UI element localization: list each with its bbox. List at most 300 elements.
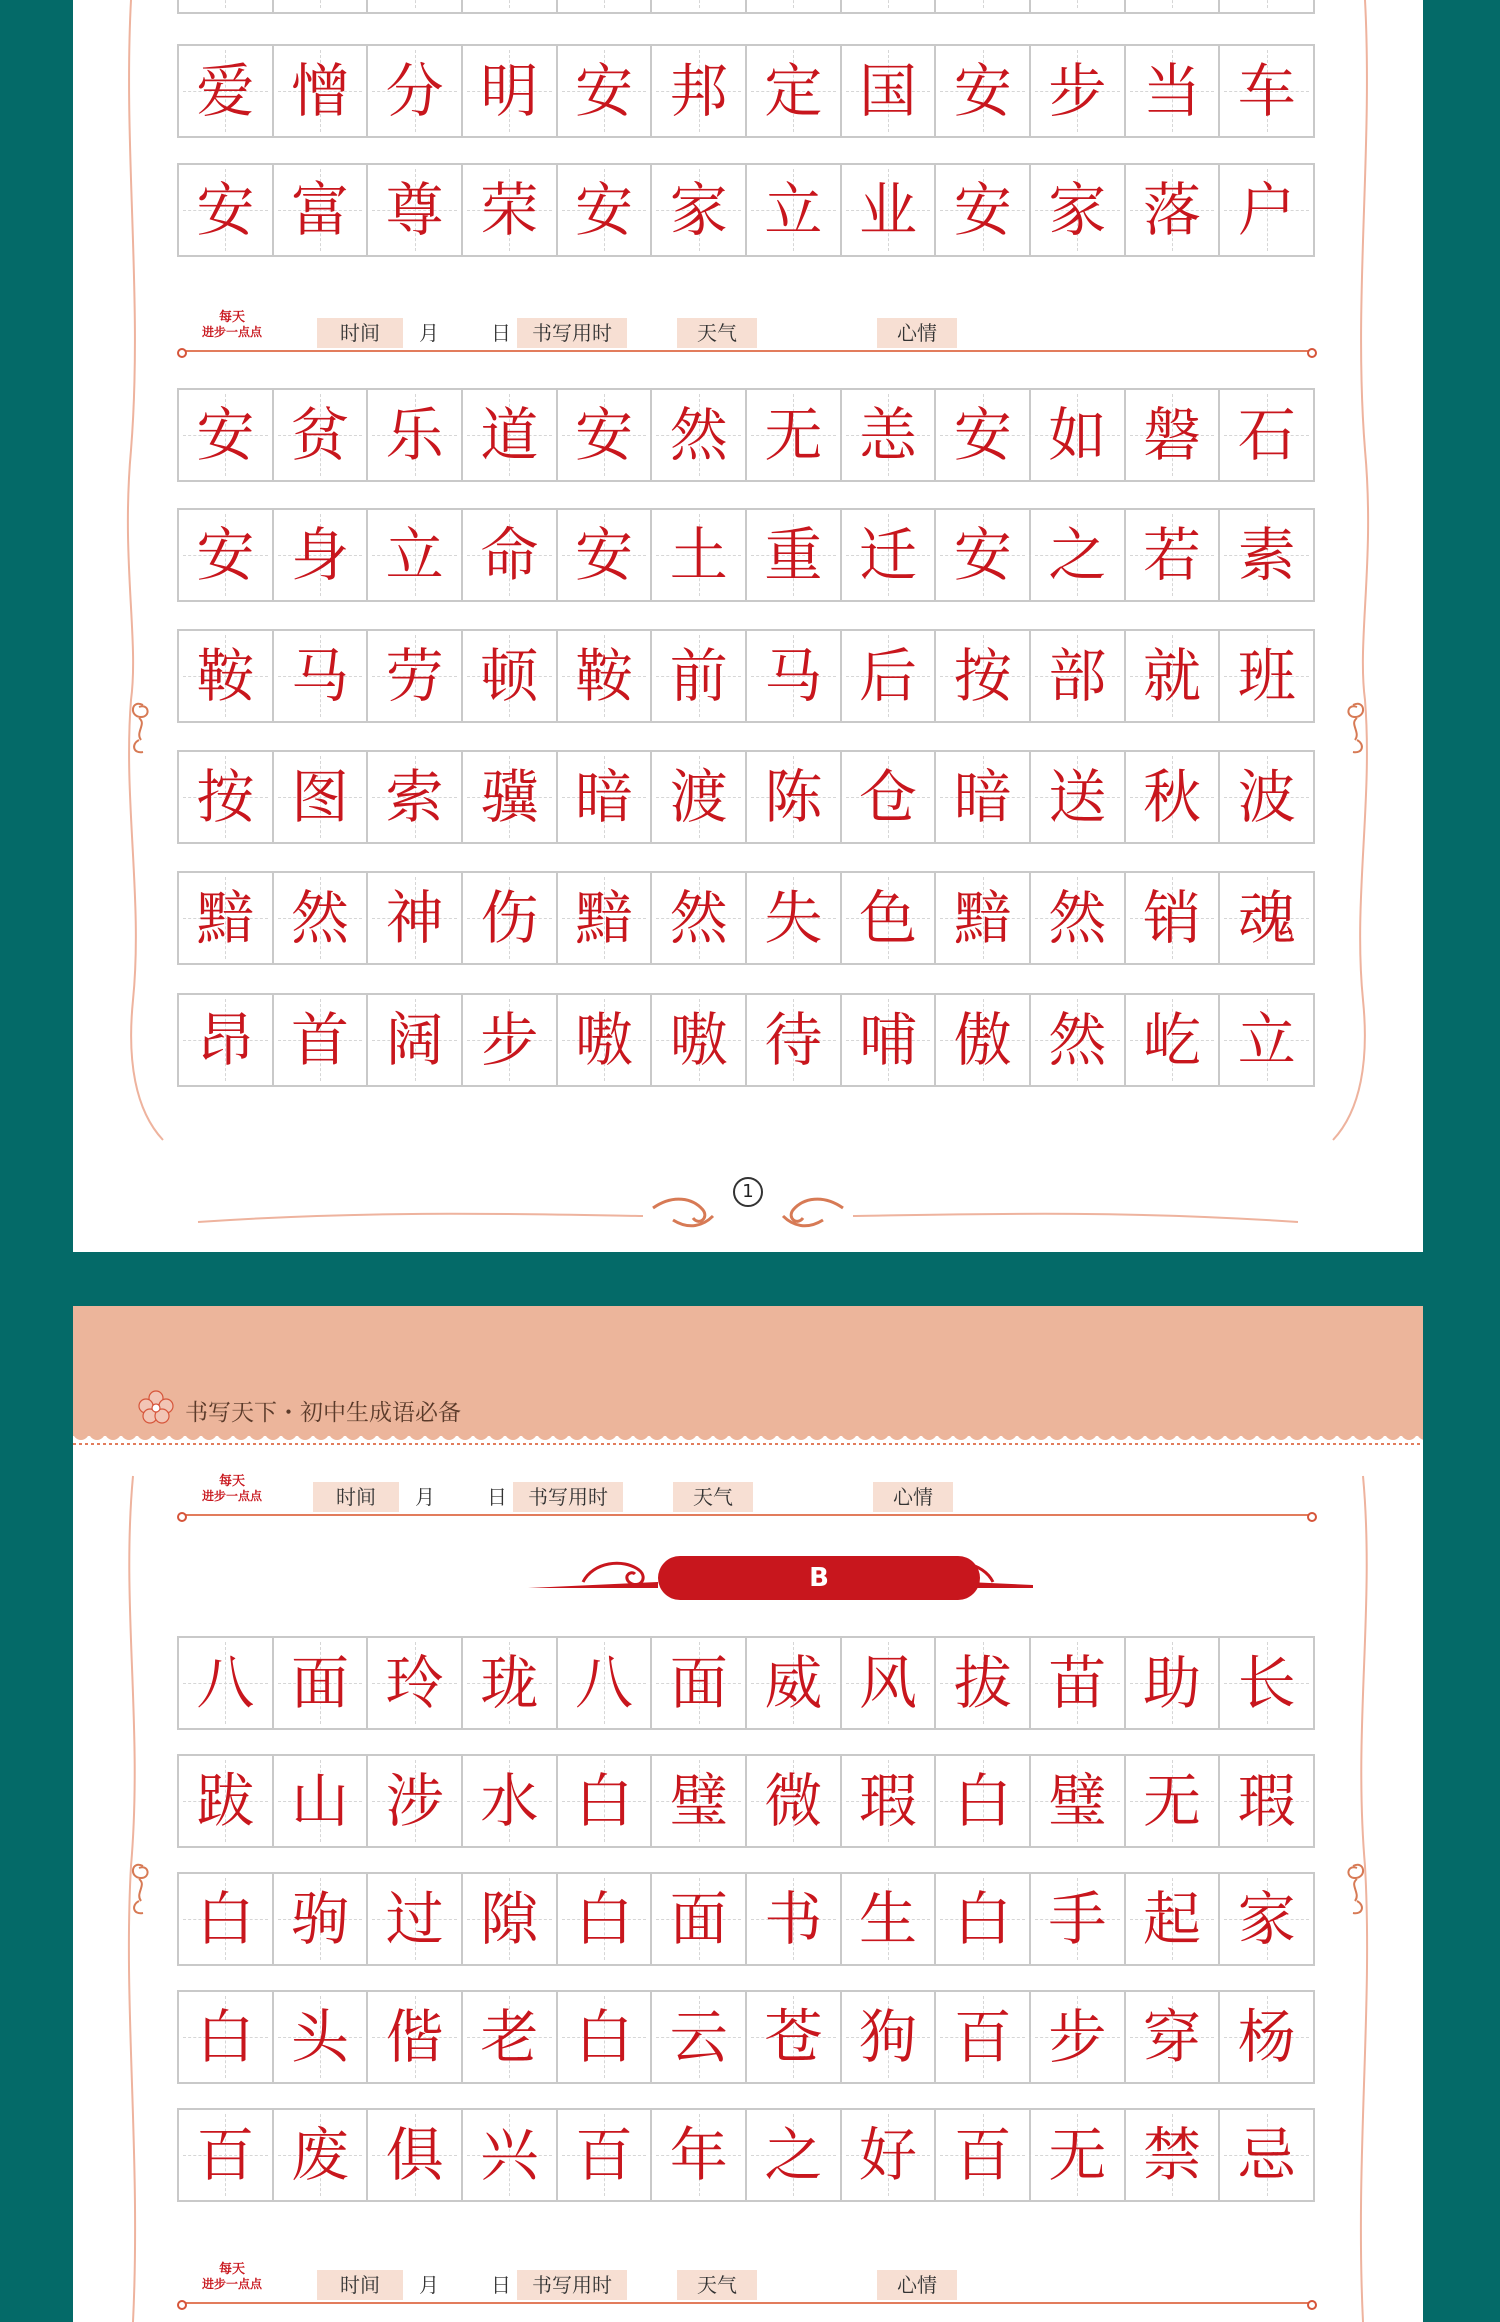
idiom-character: 昂	[196, 1006, 255, 1074]
character-cell	[558, 873, 653, 963]
idiom-character: 分	[385, 57, 444, 125]
character-cell	[368, 2110, 463, 2200]
idiom-character: 屹	[1143, 1006, 1202, 1074]
idiom-character: 步	[1048, 2003, 1107, 2071]
section-letter-banner	[463, 1546, 1033, 1606]
character-cell	[179, 752, 274, 842]
idiom-character: 业	[859, 176, 918, 244]
character-cell	[936, 165, 1031, 255]
idiom-character: 长	[1237, 1649, 1296, 1717]
day-label: 日	[491, 321, 511, 345]
character-cell	[842, 995, 937, 1085]
grid-row	[177, 388, 1315, 482]
idiom-character: 步	[480, 1006, 539, 1074]
character-cell	[747, 2110, 842, 2200]
idiom-character: 落	[1143, 176, 1202, 244]
character-cell	[842, 390, 937, 480]
character-cell	[558, 1874, 653, 1964]
character-cell	[1126, 1756, 1221, 1846]
character-cell	[463, 873, 558, 963]
mood-label: 心情	[877, 2270, 957, 2300]
character-cell	[652, 1992, 747, 2082]
idiom-character: 富	[291, 176, 350, 244]
character-cell	[179, 510, 274, 600]
idiom-character: 黯	[196, 884, 255, 952]
grid-row	[177, 1872, 1315, 1966]
idiom-character: 就	[1143, 642, 1202, 710]
character-cell	[274, 873, 369, 963]
grid-row	[177, 1754, 1315, 1848]
time-label: 时间	[317, 2270, 403, 2300]
character-cell	[936, 1992, 1031, 2082]
character-cell	[842, 165, 937, 255]
idiom-character: 然	[669, 884, 728, 952]
character-cell	[1031, 165, 1126, 255]
character-cell	[936, 873, 1031, 963]
idiom-character: 憎	[291, 57, 350, 125]
idiom-character: 黯	[575, 884, 634, 952]
idiom-character: 然	[669, 401, 728, 469]
idiom-character: 恙	[859, 401, 918, 469]
header-scallop-edge	[73, 1424, 1423, 1448]
idiom-character: 苍	[764, 2003, 823, 2071]
idiom-character: 伤	[480, 884, 539, 952]
section-letter-label: B	[658, 1556, 980, 1600]
idiom-character: 立	[764, 176, 823, 244]
month-label: 月	[419, 2273, 439, 2297]
character-cell	[558, 390, 653, 480]
idiom-character: 老	[480, 2003, 539, 2071]
character-cell	[842, 2110, 937, 2200]
character-cell	[274, 631, 369, 721]
idiom-character: 按	[196, 763, 255, 831]
idiom-character: 八	[196, 1649, 255, 1717]
character-cell	[1220, 1638, 1313, 1728]
idiom-character: 黯	[953, 884, 1012, 952]
character-cell	[1126, 510, 1221, 600]
idiom-character: 白	[196, 2003, 255, 2071]
idiom-character: 微	[764, 1767, 823, 1835]
idiom-character: 白	[575, 1885, 634, 1953]
idiom-character: 嗷	[669, 1006, 728, 1074]
character-cell	[274, 2110, 369, 2200]
day-label: 日	[487, 1485, 507, 1509]
character-cell	[179, 631, 274, 721]
mood-label: 心情	[873, 1482, 953, 1512]
idiom-character: 隙	[480, 1885, 539, 1953]
character-cell	[179, 1992, 274, 2082]
character-cell	[747, 1638, 842, 1728]
character-cell	[368, 995, 463, 1085]
character-cell	[558, 631, 653, 721]
character-cell	[1126, 873, 1221, 963]
idiom-character: 磐	[1143, 401, 1202, 469]
character-cell	[368, 510, 463, 600]
character-cell	[652, 1756, 747, 1846]
idiom-character: 禁	[1143, 2121, 1202, 2189]
character-cell	[1220, 873, 1313, 963]
character-cell	[1220, 390, 1313, 480]
idiom-character: 鞍	[196, 642, 255, 710]
idiom-character: 风	[859, 1649, 918, 1717]
idiom-character: 杨	[1237, 2003, 1296, 2071]
character-cell	[1031, 1874, 1126, 1964]
character-cell	[842, 46, 937, 136]
idiom-character: 年	[669, 2121, 728, 2189]
idiom-character: 安	[575, 176, 634, 244]
idiom-character: 百	[953, 2121, 1012, 2189]
character-cell	[179, 1756, 274, 1846]
idiom-character: 阔	[385, 1006, 444, 1074]
character-cell	[179, 46, 274, 136]
idiom-character: 面	[669, 1885, 728, 1953]
character-cell	[179, 390, 274, 480]
character-cell	[747, 1756, 842, 1846]
character-cell	[1031, 46, 1126, 136]
character-cell	[463, 752, 558, 842]
character-cell	[463, 631, 558, 721]
idiom-character: 玲	[385, 1649, 444, 1717]
character-cell	[558, 1992, 653, 2082]
character-cell	[368, 873, 463, 963]
idiom-character: 按	[953, 642, 1012, 710]
character-cell	[1126, 995, 1221, 1085]
idiom-character: 失	[764, 884, 823, 952]
character-cell	[936, 752, 1031, 842]
idiom-character: 云	[669, 2003, 728, 2071]
character-cell	[274, 1874, 369, 1964]
character-cell	[652, 873, 747, 963]
day-label: 日	[491, 2273, 511, 2297]
character-cell	[463, 165, 558, 255]
idiom-character: 无	[1048, 2121, 1107, 2189]
character-cell	[558, 995, 653, 1085]
character-cell	[1220, 46, 1313, 136]
idiom-character: 头	[291, 2003, 350, 2071]
character-cell	[936, 1638, 1031, 1728]
idiom-character: 然	[291, 884, 350, 952]
idiom-character: 水	[480, 1767, 539, 1835]
idiom-character: 暗	[575, 763, 634, 831]
daily-info-bar	[177, 1474, 1317, 1524]
character-cell	[747, 165, 842, 255]
duration-label: 书写用时	[517, 318, 627, 348]
character-cell	[936, 995, 1031, 1085]
idiom-character: 爱	[196, 57, 255, 125]
character-cell	[1220, 995, 1313, 1085]
idiom-character: 如	[1048, 401, 1107, 469]
character-cell	[1126, 631, 1221, 721]
idiom-character: 后	[859, 642, 918, 710]
motto-badge: 每天 进步一点点	[201, 310, 262, 339]
character-cell	[368, 1874, 463, 1964]
idiom-character: 跋	[196, 1767, 255, 1835]
left-scroll-ornament	[133, 704, 148, 752]
idiom-character: 安	[196, 401, 255, 469]
character-cell	[1220, 1756, 1313, 1846]
character-cell	[842, 1756, 937, 1846]
idiom-character: 书	[764, 1885, 823, 1953]
character-cell	[1031, 631, 1126, 721]
idiom-character: 渡	[669, 763, 728, 831]
character-cell	[652, 165, 747, 255]
idiom-character: 之	[764, 2121, 823, 2189]
idiom-character: 立	[1237, 1006, 1296, 1074]
character-cell	[842, 631, 937, 721]
character-cell	[1220, 165, 1313, 255]
character-cell	[652, 1638, 747, 1728]
idiom-character: 秋	[1143, 763, 1202, 831]
character-cell	[936, 390, 1031, 480]
character-cell	[747, 46, 842, 136]
idiom-character: 定	[764, 57, 823, 125]
character-cell	[463, 2110, 558, 2200]
character-cell	[274, 46, 369, 136]
idiom-character: 立	[385, 521, 444, 589]
character-cell	[463, 1874, 558, 1964]
idiom-character: 助	[1143, 1649, 1202, 1717]
idiom-character: 身	[291, 521, 350, 589]
page-number: 1	[733, 1177, 763, 1207]
character-cell	[463, 510, 558, 600]
grid-row	[177, 163, 1315, 257]
character-cell	[463, 1638, 558, 1728]
character-cell	[936, 510, 1031, 600]
idiom-character: 面	[669, 1649, 728, 1717]
idiom-character: 驹	[291, 1885, 350, 1953]
character-cell	[1220, 631, 1313, 721]
idiom-character: 安	[953, 57, 1012, 125]
idiom-character: 仓	[859, 763, 918, 831]
idiom-character: 首	[291, 1006, 350, 1074]
idiom-character: 暗	[953, 763, 1012, 831]
character-cell	[1126, 46, 1221, 136]
idiom-character: 图	[291, 763, 350, 831]
weather-label: 天气	[677, 2270, 757, 2300]
character-cell	[179, 995, 274, 1085]
idiom-character: 国	[859, 57, 918, 125]
idiom-character: 荣	[480, 176, 539, 244]
idiom-character: 白	[575, 2003, 634, 2071]
grid-row-partial	[177, 0, 1315, 14]
grid-row	[177, 44, 1315, 138]
motto-badge: 每天 进步一点点	[201, 2262, 262, 2291]
character-cell	[463, 1992, 558, 2082]
character-cell	[274, 165, 369, 255]
character-cell	[558, 752, 653, 842]
idiom-character: 白	[953, 1767, 1012, 1835]
idiom-character: 瑕	[1237, 1767, 1296, 1835]
character-cell	[652, 752, 747, 842]
character-cell	[558, 46, 653, 136]
idiom-character: 百	[953, 2003, 1012, 2071]
idiom-character: 然	[1048, 884, 1107, 952]
character-cell	[1031, 873, 1126, 963]
character-cell	[463, 390, 558, 480]
idiom-character: 魂	[1237, 884, 1296, 952]
idiom-character: 土	[669, 521, 728, 589]
idiom-character: 当	[1143, 57, 1202, 125]
idiom-character: 俱	[385, 2121, 444, 2189]
character-cell	[652, 510, 747, 600]
character-cell	[558, 1638, 653, 1728]
character-cell	[558, 510, 653, 600]
duration-label: 书写用时	[517, 2270, 627, 2300]
character-cell	[842, 752, 937, 842]
idiom-character: 顿	[480, 642, 539, 710]
character-cell	[1126, 1992, 1221, 2082]
character-cell	[652, 1874, 747, 1964]
character-cell	[1031, 1756, 1126, 1846]
idiom-character: 安	[575, 521, 634, 589]
right-scroll-ornament	[1348, 704, 1363, 752]
character-cell	[274, 390, 369, 480]
motto-badge: 每天 进步一点点	[201, 1474, 262, 1503]
idiom-character: 白	[196, 1885, 255, 1953]
character-cell	[179, 1874, 274, 1964]
character-cell	[1220, 1992, 1313, 2082]
idiom-character: 销	[1143, 884, 1202, 952]
character-cell	[747, 752, 842, 842]
idiom-character: 山	[291, 1767, 350, 1835]
idiom-character: 波	[1237, 763, 1296, 831]
grid-row	[177, 1990, 1315, 2084]
character-cell	[558, 2110, 653, 2200]
idiom-character: 过	[385, 1885, 444, 1953]
character-cell	[1031, 752, 1126, 842]
character-cell	[179, 1638, 274, 1728]
idiom-character: 涉	[385, 1767, 444, 1835]
character-cell	[1220, 510, 1313, 600]
book-series-title: 书写天下・初中生成语必备	[185, 1400, 461, 1426]
character-cell	[842, 1992, 937, 2082]
character-cell	[1126, 390, 1221, 480]
idiom-character: 嗷	[575, 1006, 634, 1074]
idiom-character: 璧	[669, 1767, 728, 1835]
idiom-character: 珑	[480, 1649, 539, 1717]
character-cell	[1031, 510, 1126, 600]
character-cell	[936, 1874, 1031, 1964]
idiom-character: 家	[1237, 1885, 1296, 1953]
idiom-character: 班	[1237, 642, 1296, 710]
idiom-character: 劳	[385, 642, 444, 710]
duration-label: 书写用时	[513, 1482, 623, 1512]
idiom-character: 贫	[291, 401, 350, 469]
idiom-character: 乐	[385, 401, 444, 469]
idiom-character: 安	[953, 176, 1012, 244]
idiom-character: 瑕	[859, 1767, 918, 1835]
character-cell	[747, 510, 842, 600]
idiom-character: 安	[196, 521, 255, 589]
character-cell	[747, 390, 842, 480]
character-cell	[368, 752, 463, 842]
idiom-character: 神	[385, 884, 444, 952]
idiom-character: 骥	[480, 763, 539, 831]
idiom-character: 好	[859, 2121, 918, 2189]
character-cell	[274, 510, 369, 600]
idiom-character: 若	[1143, 521, 1202, 589]
idiom-character: 明	[480, 57, 539, 125]
weather-label: 天气	[673, 1482, 753, 1512]
idiom-character: 邦	[669, 57, 728, 125]
idiom-character: 安	[953, 401, 1012, 469]
idiom-character: 鞍	[575, 642, 634, 710]
idiom-character: 起	[1143, 1885, 1202, 1953]
character-cell	[936, 1756, 1031, 1846]
character-cell	[274, 995, 369, 1085]
character-cell	[463, 1756, 558, 1846]
idiom-character: 待	[764, 1006, 823, 1074]
character-cell	[368, 390, 463, 480]
character-cell	[1031, 1992, 1126, 2082]
idiom-character: 安	[196, 176, 255, 244]
idiom-character: 之	[1048, 521, 1107, 589]
character-cell	[274, 1992, 369, 2082]
idiom-character: 百	[575, 2121, 634, 2189]
grid-row	[177, 1636, 1315, 1730]
character-cell	[1031, 1638, 1126, 1728]
character-cell	[842, 873, 937, 963]
idiom-character: 然	[1048, 1006, 1107, 1074]
character-cell	[463, 46, 558, 136]
idiom-character: 家	[1048, 176, 1107, 244]
daily-info-bar	[177, 2262, 1317, 2312]
character-cell	[1126, 165, 1221, 255]
character-cell	[652, 631, 747, 721]
idiom-character: 穿	[1143, 2003, 1202, 2071]
idiom-character: 无	[1143, 1767, 1202, 1835]
character-cell	[1220, 2110, 1313, 2200]
month-label: 月	[419, 321, 439, 345]
character-cell	[368, 631, 463, 721]
idiom-character: 尊	[385, 176, 444, 244]
character-cell	[1031, 390, 1126, 480]
idiom-character: 傲	[953, 1006, 1012, 1074]
character-cell	[1126, 1874, 1221, 1964]
character-cell	[842, 1638, 937, 1728]
idiom-character: 重	[764, 521, 823, 589]
idiom-character: 送	[1048, 763, 1107, 831]
character-cell	[274, 1756, 369, 1846]
character-cell	[1126, 1638, 1221, 1728]
idiom-character: 拔	[953, 1649, 1012, 1717]
idiom-character: 废	[291, 2121, 350, 2189]
practice-page-2	[73, 1306, 1423, 2322]
character-cell	[842, 510, 937, 600]
idiom-character: 百	[196, 2121, 255, 2189]
grid-row	[177, 508, 1315, 602]
idiom-character: 命	[480, 521, 539, 589]
character-cell	[747, 873, 842, 963]
idiom-character: 色	[859, 884, 918, 952]
idiom-character: 迁	[859, 521, 918, 589]
character-cell	[747, 1874, 842, 1964]
character-cell	[747, 1992, 842, 2082]
character-cell	[368, 1992, 463, 2082]
idiom-character: 安	[953, 521, 1012, 589]
idiom-character: 偕	[385, 2003, 444, 2071]
idiom-character: 威	[764, 1649, 823, 1717]
idiom-character: 安	[575, 401, 634, 469]
idiom-character: 兴	[480, 2121, 539, 2189]
idiom-character: 无	[764, 401, 823, 469]
idiom-character: 哺	[859, 1006, 918, 1074]
character-cell	[842, 1874, 937, 1964]
character-cell	[1220, 752, 1313, 842]
character-cell	[179, 2110, 274, 2200]
character-cell	[652, 390, 747, 480]
idiom-character: 道	[480, 401, 539, 469]
